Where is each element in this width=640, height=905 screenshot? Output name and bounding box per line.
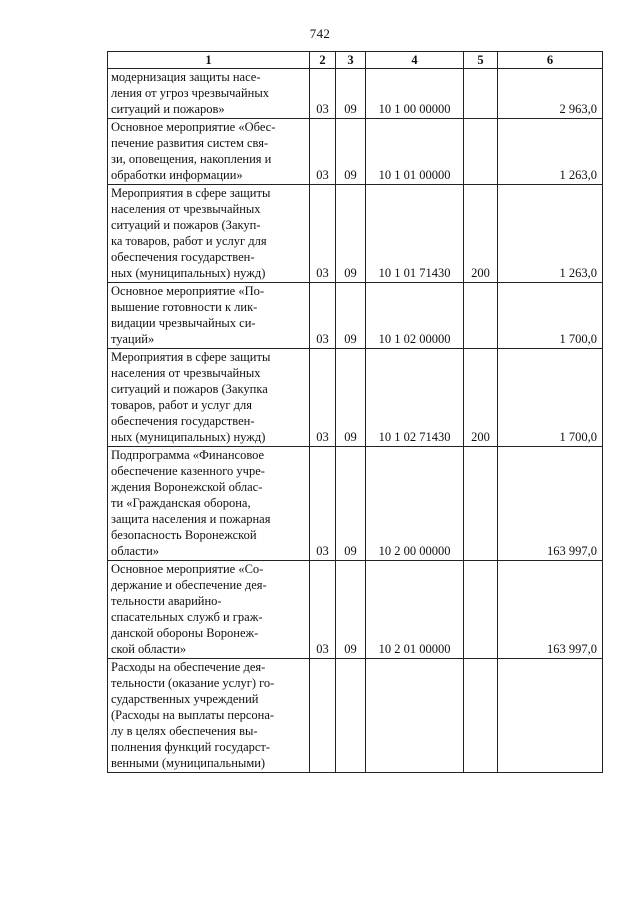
row-target-code-cell: 10 1 00 00000 xyxy=(366,69,464,119)
row-name-cell: Расходы на обеспечение дея- тельности (оказание услуг) го- сударственных учреждений (Расходы на выплаты персона- лу в целях обеспечения вы- полнения функций государст- венными (муниципальными) xyxy=(108,659,310,773)
row-section-cell: 03 xyxy=(310,119,336,185)
row-amount-cell: 163 997,0 xyxy=(498,561,603,659)
row-target-code-cell: 10 1 01 71430 xyxy=(366,185,464,283)
row-amount-cell: 2 963,0 xyxy=(498,69,603,119)
row-name-cell: Основное мероприятие «По- вышение готовности к лик- видации чрезвычайных си- туаций» xyxy=(108,283,310,349)
row-target-code-cell: 10 1 01 00000 xyxy=(366,119,464,185)
row-section-cell: 03 xyxy=(310,561,336,659)
page-number: 742 xyxy=(309,26,331,41)
table-row xyxy=(108,69,603,119)
row-target-code-cell: 10 1 02 71430 xyxy=(366,349,464,447)
row-subsection-cell: 09 xyxy=(336,69,366,119)
table-row xyxy=(108,349,603,447)
budget-table xyxy=(107,51,603,773)
row-section-cell: 03 xyxy=(310,349,336,447)
row-expense-type-cell: 200 xyxy=(464,349,498,447)
table-row xyxy=(108,283,603,349)
row-expense-type-cell xyxy=(464,561,498,659)
column-header-subsection: 3 xyxy=(336,52,366,69)
row-amount-cell: 163 997,0 xyxy=(498,447,603,561)
row-name-cell: модернизация защиты насе- ления от угроз чрезвычайных ситуаций и пожаров» xyxy=(108,69,310,119)
row-amount-cell: 1 700,0 xyxy=(498,349,603,447)
row-amount-cell xyxy=(498,659,603,773)
row-name-cell: Мероприятия в сфере защиты населения от чрезвычайных ситуаций и пожаров (Закуп- ка товаров, работ и услуг для обеспечения государствен- ных (муниципальных) нужд) xyxy=(108,185,310,283)
table-row xyxy=(108,119,603,185)
column-header-name: 1 xyxy=(108,52,310,69)
row-expense-type-cell xyxy=(464,659,498,773)
table-row xyxy=(108,447,603,561)
row-target-code-cell: 10 2 00 00000 xyxy=(366,447,464,561)
row-expense-type-cell xyxy=(464,69,498,119)
row-subsection-cell: 09 xyxy=(336,119,366,185)
column-header-section: 2 xyxy=(310,52,336,69)
row-subsection-cell xyxy=(336,659,366,773)
row-name-cell: Основное мероприятие «Со- держание и обеспечение дея- тельности аварийно- спасательных служб и граж- данской обороны Воронеж- ской области» xyxy=(108,561,310,659)
table-header-row xyxy=(108,52,603,69)
row-name-cell: Мероприятия в сфере защиты населения от чрезвычайных ситуаций и пожаров (Закупка товаров, работ и услуг для обеспечения государствен- ных (муниципальных) нужд) xyxy=(108,349,310,447)
row-section-cell: 03 xyxy=(310,283,336,349)
row-target-code-cell: 10 1 02 00000 xyxy=(366,283,464,349)
row-subsection-cell: 09 xyxy=(336,561,366,659)
row-subsection-cell: 09 xyxy=(336,283,366,349)
column-header-expense-type: 5 xyxy=(464,52,498,69)
table-row xyxy=(108,659,603,773)
row-target-code-cell: 10 2 01 00000 xyxy=(366,561,464,659)
row-subsection-cell: 09 xyxy=(336,349,366,447)
row-section-cell: 03 xyxy=(310,69,336,119)
column-header-target-code: 4 xyxy=(366,52,464,69)
row-section-cell xyxy=(310,659,336,773)
row-amount-cell: 1 263,0 xyxy=(498,185,603,283)
row-name-cell: Подпрограмма «Финансовое обеспечение казенного учре- ждения Воронежской облас- ти «Гражданская оборона, защита населения и пожарная безопасность Воронежской области» xyxy=(108,447,310,561)
row-section-cell: 03 xyxy=(310,447,336,561)
row-expense-type-cell xyxy=(464,447,498,561)
table-row xyxy=(108,561,603,659)
row-section-cell: 03 xyxy=(310,185,336,283)
table-row xyxy=(108,185,603,283)
row-subsection-cell: 09 xyxy=(336,447,366,561)
row-amount-cell: 1 263,0 xyxy=(498,119,603,185)
row-target-code-cell xyxy=(366,659,464,773)
column-header-amount: 6 xyxy=(498,52,603,69)
row-name-cell: Основное мероприятие «Обес- печение развития систем свя- зи, оповещения, накопления и обработки информации» xyxy=(108,119,310,185)
row-expense-type-cell xyxy=(464,119,498,185)
row-subsection-cell: 09 xyxy=(336,185,366,283)
row-expense-type-cell xyxy=(464,283,498,349)
row-amount-cell: 1 700,0 xyxy=(498,283,603,349)
row-expense-type-cell: 200 xyxy=(464,185,498,283)
